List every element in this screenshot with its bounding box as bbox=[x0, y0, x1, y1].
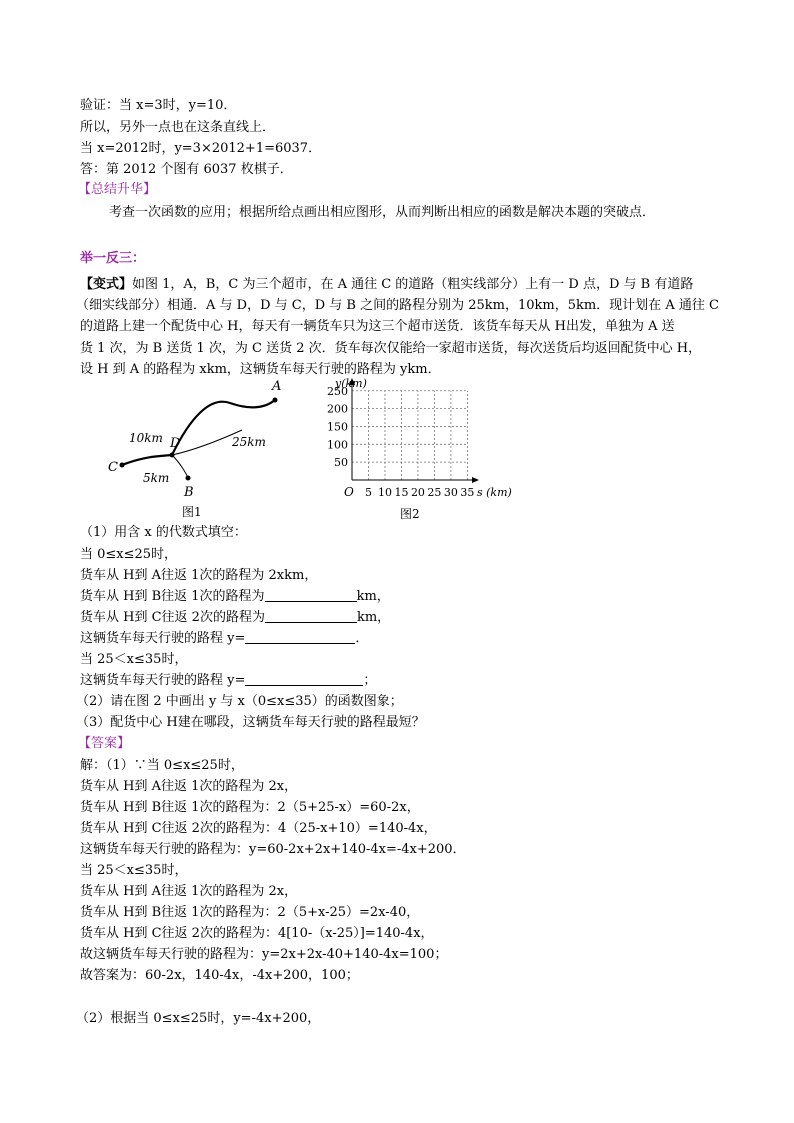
text-line: 所以，另外一点也在这条直线上． bbox=[80, 120, 276, 135]
summary-heading: 【总结升华】 bbox=[78, 182, 157, 197]
answer-line: 解：（1）∵当 0≤x≤25时， bbox=[80, 758, 244, 773]
fill-label: 这辆货车每天行驶的路程 y= bbox=[80, 673, 246, 688]
text-line bbox=[80, 588, 390, 606]
answer-line: 当 25＜x≤35时， bbox=[80, 863, 188, 878]
label-b: B bbox=[184, 485, 194, 500]
figure-2-caption: 图2 bbox=[400, 507, 420, 521]
problem-line: （细实线部分）相通．A 与 D，D 与 C，D 与 B 之间的路程分别为 25km，10km，5km．现计划在 A 通往 C bbox=[76, 298, 719, 313]
end: ； bbox=[363, 673, 377, 688]
fill-label: 货车从 H到 B往返 1次的路程为 bbox=[80, 589, 265, 604]
road-d-b bbox=[172, 455, 188, 478]
point-a bbox=[273, 398, 278, 403]
answer-heading: 【答案】 bbox=[78, 736, 131, 751]
text-line: 当 25＜x≤35时， bbox=[80, 652, 188, 667]
figure-1 bbox=[100, 378, 290, 523]
y-tick-label: 50 bbox=[334, 456, 348, 470]
text-line: 验证：当 x=3时，y=10． bbox=[80, 98, 237, 113]
end: ． bbox=[355, 631, 369, 646]
point-d bbox=[170, 453, 175, 458]
x-tick-label: 25 bbox=[427, 486, 442, 499]
answer-blank[interactable] bbox=[265, 588, 357, 602]
x-tick-label: 30 bbox=[443, 486, 458, 499]
problem-line bbox=[80, 276, 693, 294]
answer-line: 货车从 H到 B往返 1次的路程为：2（5+x-25）=2x-40， bbox=[80, 905, 420, 920]
text-line bbox=[80, 609, 390, 627]
y-tick-label: 200 bbox=[327, 402, 348, 416]
x-tick-label: 15 bbox=[394, 486, 409, 499]
problem-line: 货 1 次，为 B 送货 1 次，为 C 送货 2 次．货车每次仅能给一家超市送货，每次送货后均返回配货中心 H， bbox=[80, 341, 702, 356]
text-line: 当 0≤x≤25时， bbox=[80, 547, 178, 562]
problem-line: 的道路上建一个配货中心 H，每天有一辆货车只为这三个超市送货．该货车每天从 H出发，单独为 A 送 bbox=[80, 319, 675, 334]
answer-line: （2）根据当 0≤x≤25时，y=-4x+200， bbox=[76, 1011, 321, 1026]
chart-grid bbox=[352, 391, 467, 480]
question-1: （1）用含 x 的代数式填空： bbox=[80, 525, 247, 540]
summary-text: 考查一次函数的应用；根据所给点画出相应图形，从而判断出相应的函数是解决本题的突破点． bbox=[109, 205, 656, 220]
x-tick-label: 35 bbox=[460, 486, 475, 499]
unit: km， bbox=[356, 589, 390, 604]
x-tick-label: 5 bbox=[364, 486, 372, 499]
fill-label: 这辆货车每天行驶的路程 y= bbox=[80, 631, 246, 646]
answer-line: 故答案为：60-2x，140-4x，-4x+200，100； bbox=[80, 968, 359, 983]
x-tick-label: 10 bbox=[377, 486, 392, 499]
answer-line: 货车从 H到 C往返 2次的路程为：4[10-（x-25）]=140-4x， bbox=[80, 926, 434, 941]
y-tick-label: 100 bbox=[327, 438, 348, 452]
variant-tag: 【变式】 bbox=[80, 277, 133, 292]
answer-blank[interactable] bbox=[265, 609, 357, 623]
label-10km: 10km bbox=[129, 431, 163, 445]
text-line: 货车从 H到 A往返 1次的路程为 2xkm， bbox=[80, 568, 318, 583]
x-axis-arrow bbox=[472, 477, 479, 483]
figure-1-caption: 图1 bbox=[182, 505, 202, 519]
y-tick-labels bbox=[327, 385, 348, 469]
label-c: C bbox=[108, 460, 118, 475]
answer-line: 故这辆货车每天行驶的路程为：y=2x+2x-40+140-4x=100； bbox=[80, 947, 448, 962]
question-3: （3）配货中心 H建在哪段，这辆货车每天行驶的路程最短？ bbox=[76, 715, 425, 730]
answer-line: 货车从 H到 C往返 2次的路程为：4（25-x+10）=140-4x， bbox=[80, 821, 437, 836]
label-25km: 25km bbox=[232, 435, 266, 449]
text-line bbox=[80, 630, 368, 648]
origin-label: O bbox=[344, 485, 354, 499]
text-line: 答：第 2012 个图有 6037 枚棋子． bbox=[80, 162, 293, 177]
y-axis-label: y(km) bbox=[335, 377, 367, 390]
answer-line: 这辆货车每天行驶的路程为：y=60-2x+2x+140-4x=-4x+200． bbox=[80, 842, 466, 857]
section-heading: 举一反三： bbox=[80, 251, 146, 266]
label-d: D bbox=[170, 436, 181, 451]
answer-blank[interactable] bbox=[245, 630, 355, 644]
x-axis-label: s (km) bbox=[477, 486, 512, 499]
question-2: （2）请在图 2 中画出 y 与 x（0≤x≤35）的函数图象； bbox=[76, 694, 403, 709]
x-tick-labels bbox=[365, 486, 474, 499]
text-line: 当 x=2012时，y=3×2012+1=6037． bbox=[80, 141, 322, 156]
answer-blank[interactable] bbox=[245, 672, 363, 686]
problem-text: 如图 1，A，B，C 为三个超市，在 A 通往 C 的道路（粗实线部分）上有一 D 点，D 与 B 有道路 bbox=[132, 277, 694, 292]
label-5km: 5km bbox=[143, 471, 170, 485]
answer-line: 货车从 H到 B往返 1次的路程为：2（5+25-x）=60-2x， bbox=[80, 800, 420, 815]
x-tick-label: 20 bbox=[410, 486, 425, 499]
label-a: A bbox=[272, 379, 282, 394]
y-tick-label: 250 bbox=[327, 384, 348, 398]
unit: km， bbox=[356, 610, 391, 625]
text-line bbox=[80, 672, 376, 690]
point-b bbox=[186, 476, 191, 481]
problem-line: 设 H 到 A 的路程为 xkm，这辆货车每天行驶的路程为 ykm． bbox=[80, 362, 441, 377]
y-tick-label: 150 bbox=[327, 420, 348, 434]
answer-line: 货车从 H到 A往返 1次的路程为 2x， bbox=[80, 884, 298, 899]
fill-label: 货车从 H到 C往返 2次的路程为 bbox=[80, 610, 265, 625]
answer-line: 货车从 H到 A往返 1次的路程为 2x， bbox=[80, 779, 298, 794]
point-c bbox=[120, 463, 125, 468]
figure-2-chart bbox=[320, 376, 520, 526]
